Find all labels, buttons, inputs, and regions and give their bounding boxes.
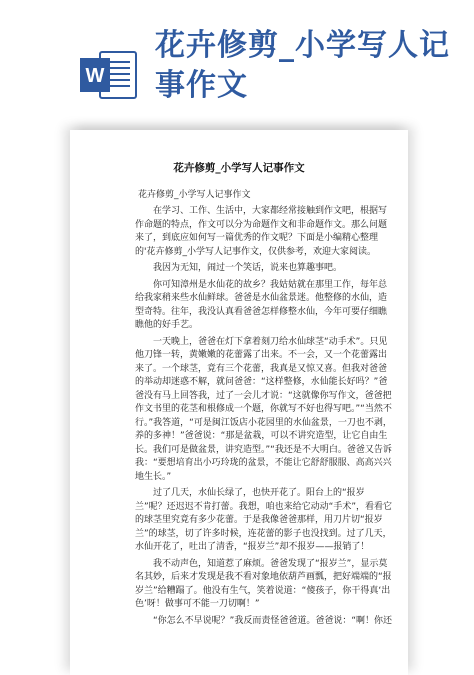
paragraph: “你怎么不早说呢？”我反而责怪爸爸道。爸爸说：“啊！你还 — [153, 615, 392, 626]
paragraph: 一天晚上，爸爸在灯下拿着刻刀给水仙球茎“动手术”。只见他刀锋一转，黄嫩嫩的花蕾露了出来。不一会，又一个花蕾露出来了。一个球茎，竟有三个花蕾，我真是又惊又喜。但我对爸爸的举动却迷惑不解，就问爸爸：“这样整修，水仙能长好吗？”爸爸没有马上回答我，过了一会儿才说：“这就像你写作文，爸爸把作文书里的花茎和根修成一个题，你就写不好也得写吧。”“当然不行。”我答道，“可是闽江饭店小花园里的水仙盆景，一刀也不剥，养的多神！”爸爸说：“那是盆栽，可以不讲究造型，让它自由生长。我们可是做盆景，讲究造型。”“我还是不大明白。爸爸又告诉我：“要想培育出小巧玲珑的盆景，不能让它舒舒服服、高高兴兴地生长。” — [135, 336, 392, 482]
document-title: 花卉修剪_小学写人记事作文 — [173, 162, 305, 174]
word-document-icon — [78, 48, 138, 102]
page-header — [0, 0, 474, 120]
document-page — [70, 130, 408, 675]
page-title: 花卉修剪_小学写人记事作文 — [155, 28, 450, 103]
paragraph: 过了几天，水仙长绿了，也快开花了。阳台上的“报岁兰”呢？还迟迟不肯打蕾。我想，咱也来给它动动“手术”，看看它的球茎里究竟有多少花蕾。于是我像爸爸那样，用刀片切“报岁兰”的球茎，切了许多时候，连花蕾的影子也没找到。过了几天，水仙开花了，吐出了清香，“报岁兰”却不报岁——报销了！ — [135, 488, 392, 552]
paragraph: 你可知漳州是水仙花的故乡？我姑姑就在那里工作，每年总给我家稍来些水仙鲜球。爸爸是水仙盆景迷。他整修的水仙，造型奇特。往年，我没认真看爸爸怎样修整水仙，今年可要仔细瞧瞧他的好手艺。 — [135, 279, 388, 330]
paragraph: 在学习、工作、生活中，大家都经常接触到作文吧，根据写作命题的特点，作文可以分为命题作文和非命题作文。那么问题来了，到底应如何写一篇优秀的作文呢？下面是小编精心整理的'花卉修剪_小学写人记事作文，仅供参考，欢迎大家阅读。 — [135, 206, 388, 257]
paragraph: 我不动声色，知道惹了麻烦。爸爸发现了“报岁兰”，显示莫名其妙，后来才发现是我不看对象地依葫芦画瓢，把好端端的“报岁兰”给糟蹋了。他没有生气，笑着说道：“傻孩子，你干得真‘出色’呀！做事可不能一刀切啊！” — [135, 558, 392, 609]
document-subtitle: 花卉修剪_小学写人记事作文 — [138, 190, 251, 200]
document-body — [135, 205, 395, 631]
svg-text:W: W — [85, 65, 105, 87]
paragraph: 我因为无知，闹过一个笑话，说来也算趣事吧。 — [153, 263, 343, 273]
